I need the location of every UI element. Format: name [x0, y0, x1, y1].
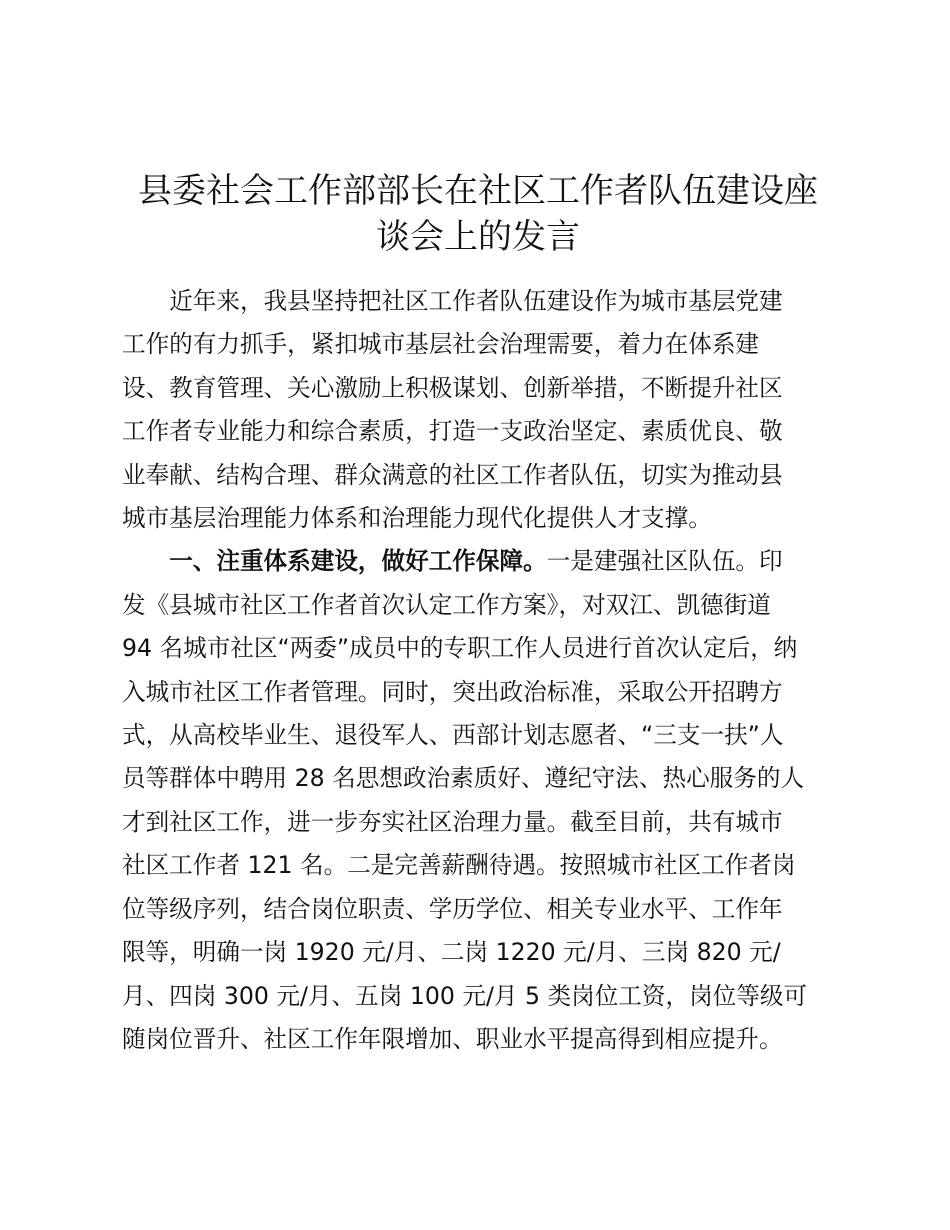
document-title: [118, 168, 838, 260]
paragraph-line: 位等级序列，结合岗位职责、学历学位、相关专业水平、工作年: [122, 894, 783, 923]
paragraph-line: 月、四岗 300 元/月、五岗 100 元/月 5 类岗位工资，岗位等级可: [122, 981, 808, 1010]
paragraph-line: 94 名城市社区“两委”成员中的专职工作人员进行首次认定后，纳: [122, 634, 798, 663]
paragraph-line: 随岗位晋升、社区工作年限增加、职业水平提高得到相应提升。: [122, 1024, 783, 1053]
paragraph-line: 限等，明确一岗 1920 元/月、二岗 1220 元/月、三岗 820 元/: [122, 938, 781, 967]
paragraph-line-text: 一是建强社区队伍。印: [546, 547, 783, 576]
paragraph-line: 入城市社区工作者管理。同时，突出政治标准，采取公开招聘方: [122, 677, 783, 706]
paragraph-line: 式，从高校毕业生、退役军人、西部计划志愿者、“三支一扶”人: [122, 721, 784, 750]
paragraph-line: 城市基层治理能力体系和治理能力现代化提供人才支撑。: [122, 504, 712, 533]
paragraph-line: 业奉献、结构合理、群众满意的社区工作者队伍，切实为推动县: [122, 460, 783, 489]
paragraph-line: 设、教育管理、关心激励上积极谋划、创新举措，不断提升社区: [122, 373, 783, 402]
title-line-2: 谈会上的发言: [376, 217, 580, 257]
paragraph-line: 近年来，我县坚持把社区工作者队伍建设作为城市基层党建: [169, 287, 783, 315]
title-line-1: 县委社会工作部部长在社区工作者队伍建设座: [138, 171, 818, 211]
document-body: [122, 280, 838, 1061]
paragraph-line: 发《县城市社区工作者首次认定工作方案》，对双江、凯德街道: [122, 590, 771, 619]
paragraph-line: 工作的有力抓手，紧扣城市基层社会治理需要，着力在体系建: [122, 330, 760, 359]
paragraph-line: 工作者专业能力和综合素质，打造一支政治坚定、素质优良、敬: [122, 417, 783, 446]
paragraph-intro: [122, 280, 838, 540]
paragraph-line: 才到社区工作，进一步夯实社区治理力量。截至目前，共有城市: [122, 807, 783, 836]
paragraph-line: [122, 540, 838, 583]
paragraph-section-1: [122, 540, 838, 1061]
section-heading: 一、注重体系建设，做好工作保障。: [169, 547, 547, 576]
paragraph-line: 员等群体中聘用 28 名思想政治素质好、遵纪守法、热心服务的人: [122, 764, 805, 793]
paragraph-line: 社区工作者 121 名。二是完善薪酬待遇。按照城市社区工作者岗: [122, 851, 796, 880]
